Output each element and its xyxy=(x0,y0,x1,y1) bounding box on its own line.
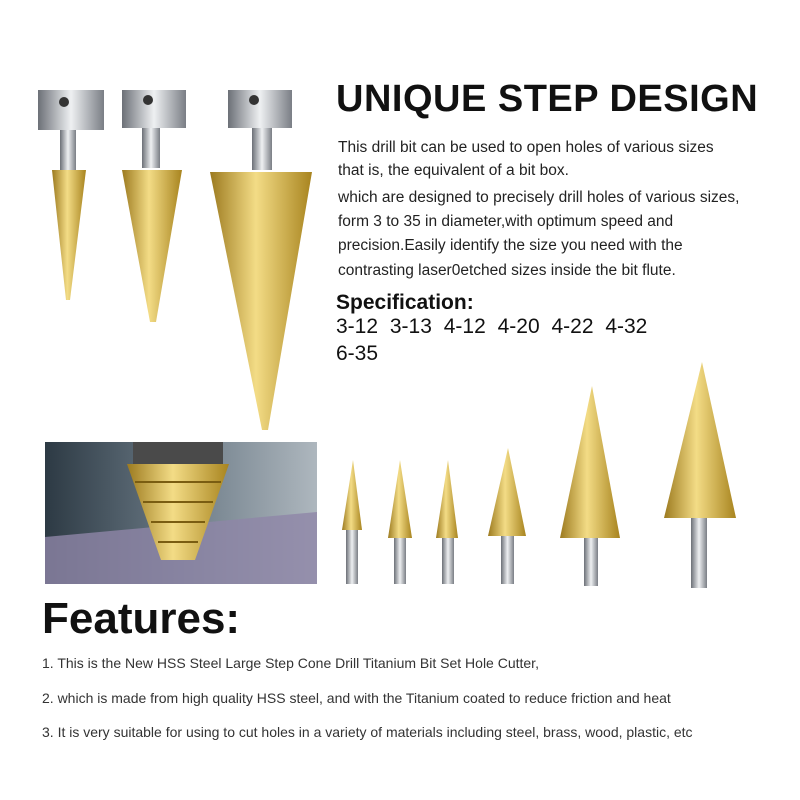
description-line: This drill bit can be used to open holes of various sizes xyxy=(338,139,714,156)
specification-heading: Specification: xyxy=(336,291,474,314)
drill-bit-medium xyxy=(122,90,186,322)
drill-bit-small xyxy=(38,90,104,300)
set-bit-6 xyxy=(664,362,736,588)
feature-item: 1. This is the New HSS Steel Large Step Cone Drill Titanium Bit Set Hole Cutter, xyxy=(42,655,539,671)
set-bit-5 xyxy=(560,386,620,586)
feature-item: 3. It is very suitable for using to cut holes in a variety of materials including steel, brass, wood, plastic, etc xyxy=(42,724,693,740)
feature-item: 2. which is made from high quality HSS steel, and with the Titanium coated to reduce friction and heat xyxy=(42,690,671,706)
specification-sizes: 6-35 xyxy=(336,342,379,365)
drill-bit-set-photo xyxy=(330,360,750,592)
set-bit-4 xyxy=(488,448,526,584)
description-line: form 3 to 35 in diameter,with optimum speed and xyxy=(338,213,674,230)
set-bit-1 xyxy=(342,460,362,584)
description-line: contrasting laser0etched sizes inside the bit flute. xyxy=(338,262,676,279)
description-line: that is, the equivalent of a bit box. xyxy=(338,162,569,179)
specification-sizes: 3-12 3-13 4-12 4-20 4-22 4-32 xyxy=(336,315,648,338)
drill-bit-large xyxy=(210,90,312,430)
set-bit-3 xyxy=(436,460,458,584)
description-line: precision.Easily identify the size you need with the xyxy=(338,237,683,254)
step-drill-bits-photo xyxy=(30,0,330,440)
features-heading: Features: xyxy=(42,594,241,643)
set-bit-2 xyxy=(388,460,412,584)
drilling-demo-photo xyxy=(45,442,317,584)
page-title: UNIQUE STEP DESIGN xyxy=(336,78,759,120)
description-line: which are designed to precisely drill holes of various sizes, xyxy=(338,189,740,206)
